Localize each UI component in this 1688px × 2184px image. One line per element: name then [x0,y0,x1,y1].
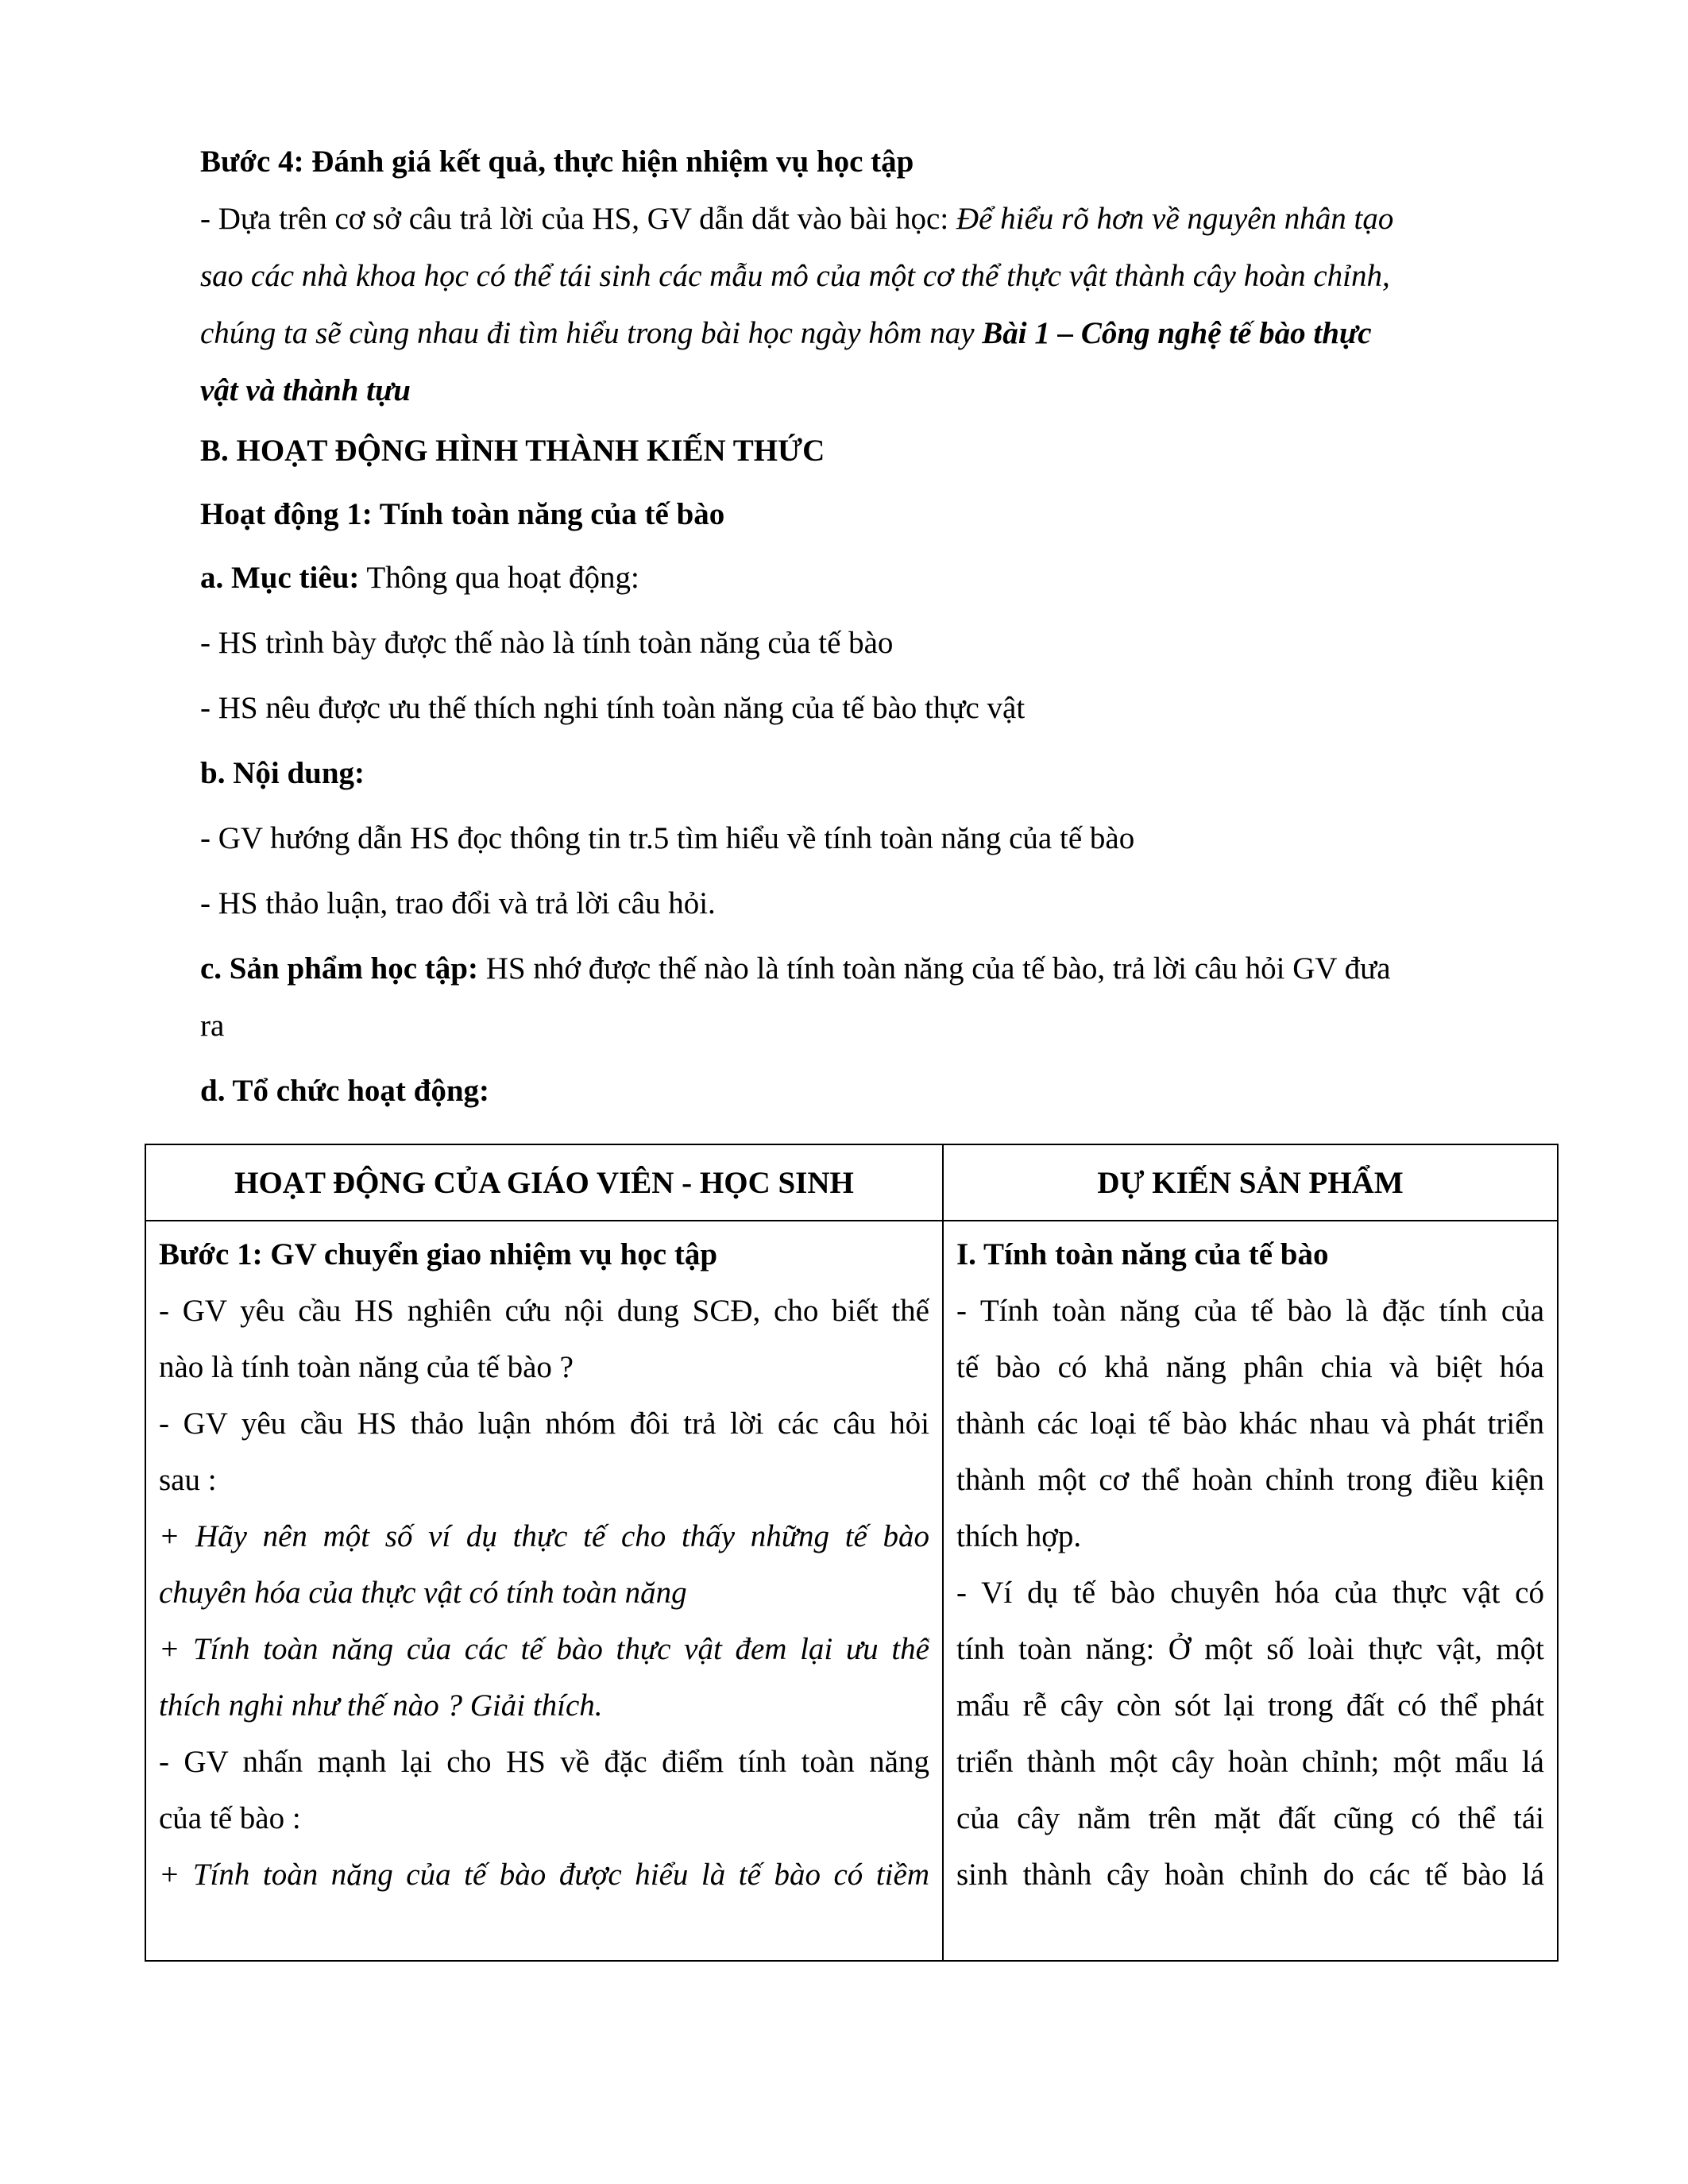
expected-product-cell [943,1221,1558,1961]
right-line: tính toàn năng: Ở một số loài thực vật, một [956,1632,1544,1666]
step4-intro-line-1 [200,191,1479,248]
left-line: chuyên hóa của thực vật có tính toàn năng [159,1576,687,1610]
step4-intro-line-3 [200,305,1479,362]
intro-italic-1: Để hiểu rõ hơn về nguyên nhân tạo [956,202,1394,236]
goal-text: Thông qua hoạt động: [359,561,639,595]
document-body [200,133,1479,1120]
lesson-title-part-2: vật và thành tựu [200,373,411,407]
right-line: thích hợp. [956,1519,1082,1553]
left-line: - GV yêu cầu HS nghiên cứu nội dung SCĐ, cho biết thế [159,1294,929,1328]
left-line: - GV yêu cầu HS thảo luận nhóm đôi trả lời các câu hỏi [159,1406,929,1441]
goal-item: - HS trình bày được thế nào là tính toàn năng của tế bào [200,626,894,660]
organization-label: d. Tổ chức hoạt động: [200,1074,490,1108]
goal-line [200,550,1479,607]
left-line: nào là tính toàn năng của tế bào ? [159,1350,574,1384]
step1-title: Bước 1: GV chuyển giao nhiệm vụ học tập [159,1237,718,1271]
content-item: - HS thảo luận, trao đổi và trả lời câu hỏi. [200,886,716,920]
goal-label: a. Mục tiêu: [200,561,360,595]
header-expected-product: DỰ KIẾN SẢN PHẨM [943,1144,1558,1221]
product-line [200,940,1479,997]
product-line-2: ra [200,1009,225,1043]
left-line: + Hãy nên một số ví dụ thực tế cho thấy những tế bào [159,1519,929,1553]
activity-1-title: Hoạt động 1: Tính toàn năng của tế bào [200,497,725,531]
content-label: b. Nội dung: [200,756,365,790]
left-line: - GV nhấn mạnh lại cho HS về đặc điểm tính toàn năng [159,1745,929,1779]
content-item: - GV hướng dẫn HS đọc thông tin tr.5 tìm hiểu về tính toàn năng của tế bào [200,821,1135,855]
left-line: thích nghi như thế nào ? Giải thích. [159,1688,603,1723]
intro-italic-3: chúng ta sẽ cùng nhau đi tìm hiểu trong bài học ngày hôm nay [200,316,983,350]
activity-table [145,1144,1559,1962]
left-line: của tế bào : [159,1801,301,1835]
table-header-row [145,1144,1558,1221]
right-line: tế bào có khả năng phân chia và biệt hóa [956,1350,1544,1384]
right-line: triển thành một cây hoàn chỉnh; một mẩu lá [956,1745,1544,1779]
left-line: + Tính toàn năng của các tế bào thực vật đem lại ưu thế [159,1632,929,1666]
right-line: thành các loại tế bào khác nhau và phát triển [956,1406,1544,1441]
right-line: thành một cơ thể hoàn chỉnh trong điều kiện [956,1463,1544,1497]
step4-heading: Bước 4: Đánh giá kết quả, thực hiện nhiệm vụ học tập [200,145,914,179]
product-label: c. Sản phẩm học tập: [200,951,478,986]
header-teacher-student: HOẠT ĐỘNG CỦA GIÁO VIÊN - HỌC SINH [145,1144,943,1221]
goal-item: - HS nêu được ưu thế thích nghi tính toàn năng của tế bào thực vật [200,691,1026,725]
lesson-title-part-1: Bài 1 – Công nghệ tế bào thực [982,316,1372,350]
left-line: sau : [159,1463,217,1497]
teacher-student-cell [145,1221,943,1961]
product-text: HS nhớ được thế nào là tính toàn năng của tế bào, trả lời câu hỏi GV đưa [477,951,1391,986]
right-line: của cây nằm trên mặt đất cũng có thể tái [956,1801,1544,1835]
table-row [145,1221,1558,1961]
left-line: + Tính toàn năng của tế bào được hiểu là tế bào có tiềm [159,1858,929,1892]
right-line: - Tính toàn năng của tế bào là đặc tính của [956,1294,1544,1328]
section-b-heading: B. HOẠT ĐỘNG HÌNH THÀNH KIẾN THỨC [200,434,825,468]
right-line: mẩu rễ cây còn sót lại trong đất có thể phát [956,1688,1544,1723]
right-line: - Ví dụ tế bào chuyên hóa của thực vật có [956,1576,1544,1610]
step4-intro-line-2: sao các nhà khoa học có thể tái sinh các mẫu mô của một cơ thể thực vật thành cây hoàn chỉnh, [200,259,1390,293]
section-i-title: I. Tính toàn năng của tế bào [956,1237,1329,1271]
intro-plain: - Dựa trên cơ sở câu trả lời của HS, GV dẫn dắt vào bài học: [200,202,956,236]
right-line: sinh thành cây hoàn chỉnh do các tế bào lá [956,1858,1544,1892]
